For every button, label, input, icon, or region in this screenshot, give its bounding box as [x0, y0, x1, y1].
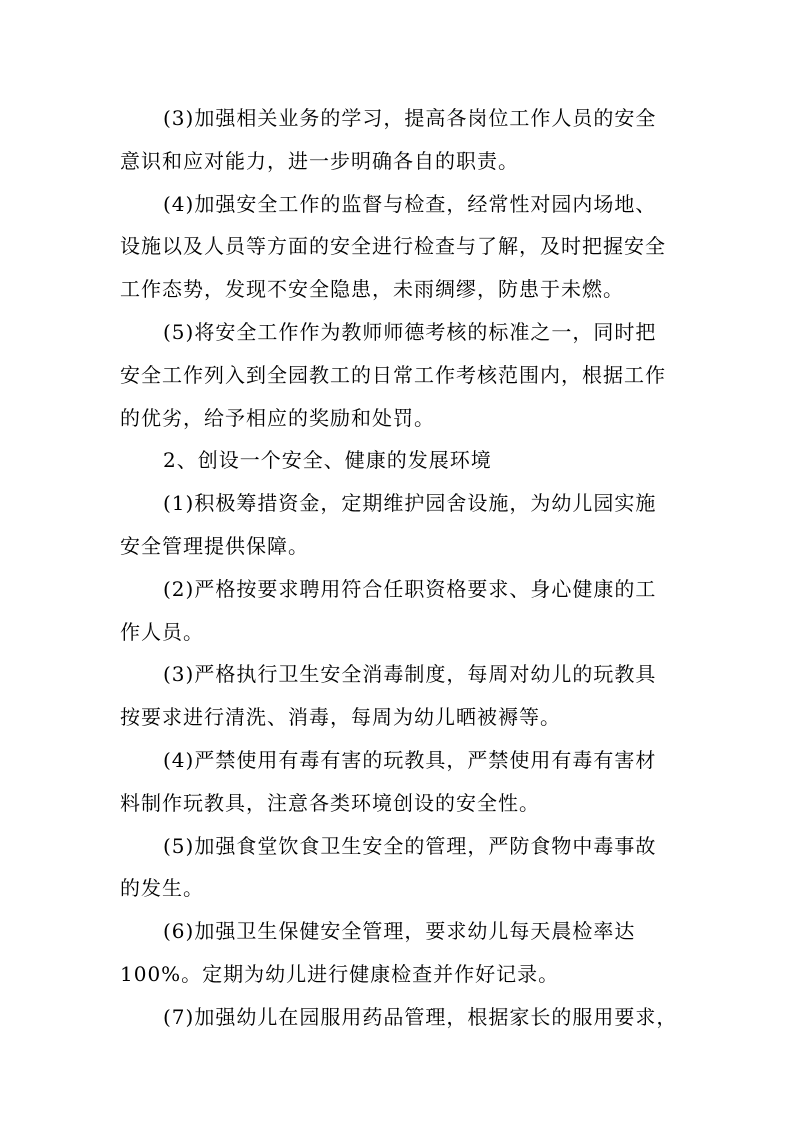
text-line: 安全管理提供保障。 [120, 534, 309, 558]
text-line: (5)加强食堂饮食卫生安全的管理，严防食物中毒事故 [163, 834, 657, 858]
text-line: (2)严格按要求聘用符合任职资格要求、身心健康的工 [163, 577, 657, 601]
text-line: (3)加强相关业务的学习，提高各岗位工作人员的安全 [163, 106, 657, 130]
text-line: 意识和应对能力，进一步明确各自的职责。 [120, 149, 519, 173]
text-line: (5)将安全工作作为教师师德考核的标准之一，同时把 [163, 320, 657, 344]
text-line: 100%。定期为幼儿进行健康检查并作好记录。 [120, 962, 560, 986]
text-line: (6)加强卫生保健安全管理，要求幼儿每天晨检率达 [163, 919, 636, 943]
text-line: 作人员。 [120, 620, 204, 644]
text-line: 工作态势，发现不安全隐患，未雨绸缪，防患于未燃。 [120, 277, 624, 301]
text-line: (3)严格执行卫生安全消毒制度，每周对幼儿的玩教具 [163, 662, 657, 686]
text-line: 的优劣，给予相应的奖励和处罚。 [120, 406, 435, 430]
text-line: (1)积极筹措资金，定期维护园舍设施，为幼儿园实施 [163, 491, 657, 515]
text-line: (4)严禁使用有毒有害的玩教具，严禁使用有毒有害材 [163, 748, 657, 772]
text-line: 按要求进行清洗、消毒，每周为幼儿晒被褥等。 [120, 705, 561, 729]
text-line: (7)加强幼儿在园服用药品管理，根据家长的服用要求， [163, 1005, 678, 1029]
text-line: (4)加强安全工作的监督与检查，经常性对园内场地、 [163, 192, 657, 216]
text-line: 设施以及人员等方面的安全进行检查与了解，及时把握安全 [120, 234, 666, 258]
text-line: 料制作玩教具，注意各类环境创设的安全性。 [120, 791, 540, 815]
text-line: 安全工作列入到全园教工的日常工作考核范围内，根据工作 [120, 363, 666, 387]
section-heading: 2、创设一个安全、健康的发展环境 [163, 448, 492, 472]
text-line: 的发生。 [120, 876, 204, 900]
